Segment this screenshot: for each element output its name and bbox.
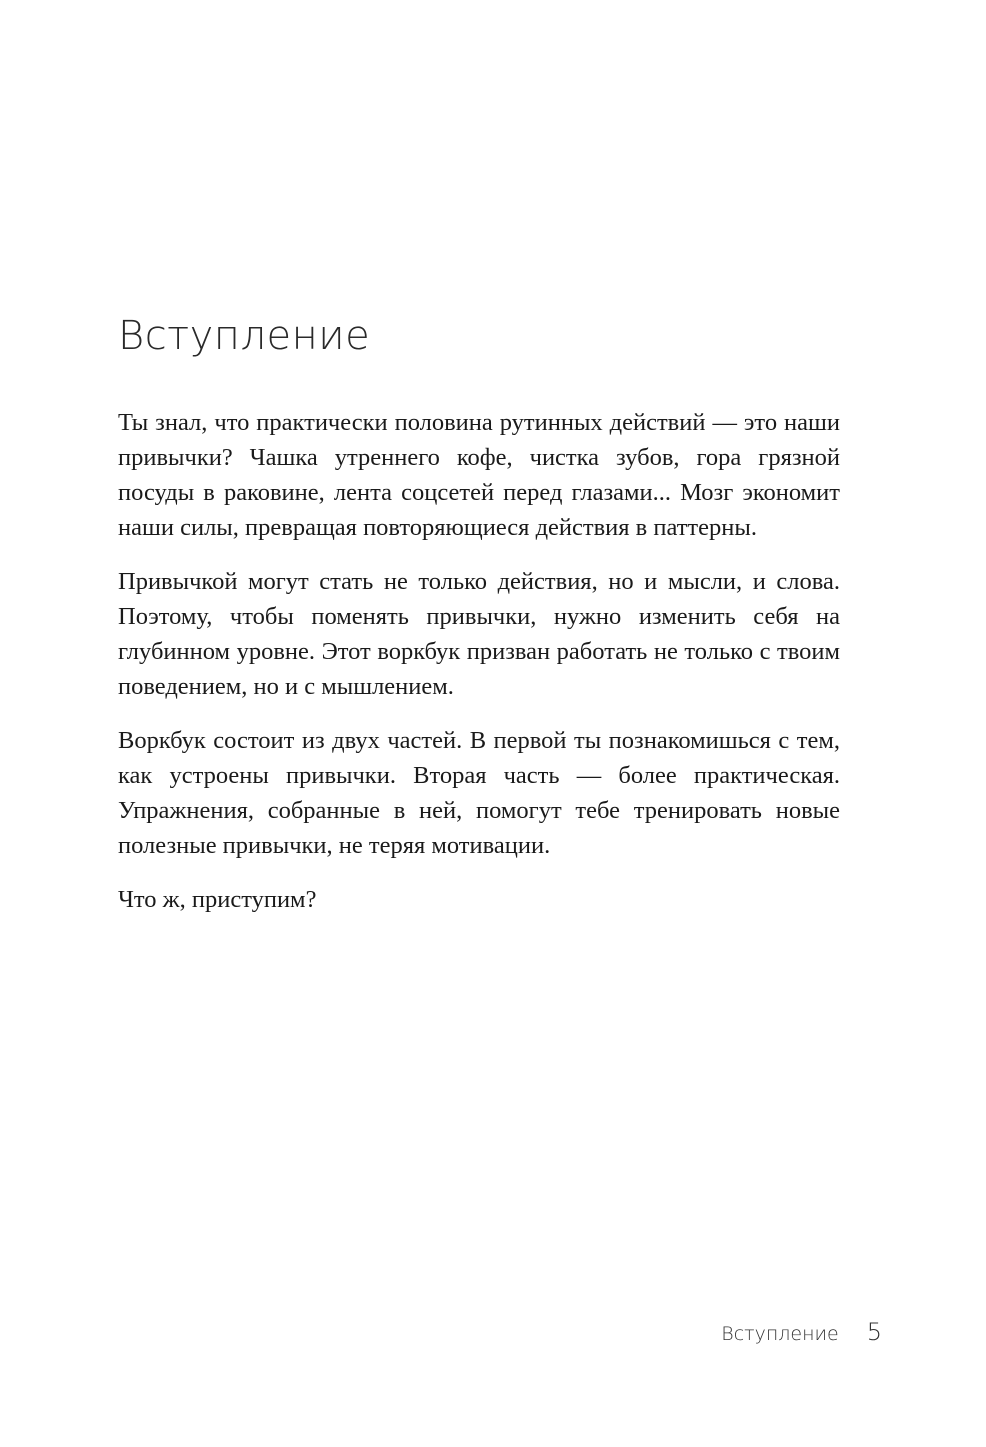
body-text bbox=[118, 405, 840, 936]
page-number: 5 bbox=[866, 1318, 882, 1346]
chapter-title: Вступление bbox=[118, 313, 371, 359]
paragraph: Воркбук состоит из двух частей. В первой ты познакомишься с тем, как устроены привычки. Вторая часть — более практическая. Упражнения, собранные в ней, помогут тебе тренировать новые полезные привычки, не теряя мотивации. bbox=[118, 727, 840, 859]
paragraph: Привычкой могут стать не только действия, но и мысли, и слова. Поэтому, чтобы поменять привычки, нужно изменить себя на глубинном уровне. Этот воркбук призван работать не только с твоим поведением, но и с мышлением. bbox=[118, 568, 840, 700]
running-title: Вступление bbox=[721, 1323, 839, 1345]
paragraph: Что ж, приступим? bbox=[118, 886, 317, 913]
paragraph: Ты знал, что практически половина рутинных действий — это наши привычки? Чашка утреннего кофе, чистка зубов, гора грязной посуды в раковине, лента соцсетей перед глазами... Мозг экономит наши силы, превращая повторяющиеся действия в паттерны. bbox=[118, 409, 840, 541]
running-footer bbox=[721, 1318, 882, 1346]
